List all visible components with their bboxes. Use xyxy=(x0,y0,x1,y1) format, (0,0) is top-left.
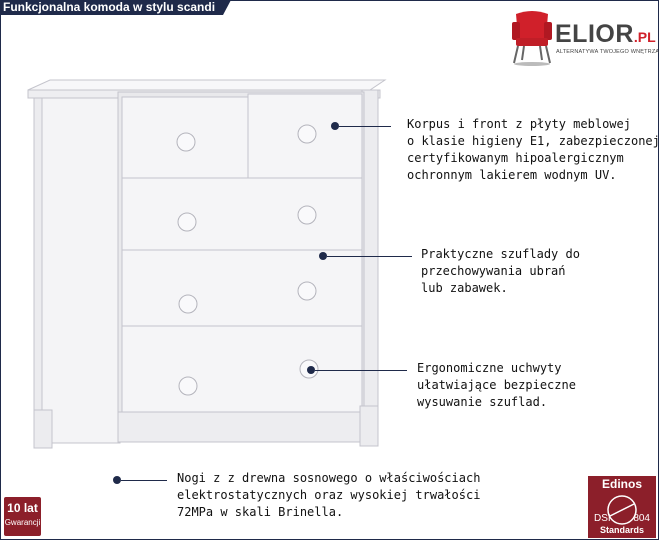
callout-line-4 xyxy=(121,480,167,481)
callout-handles: Ergonomiczne uchwyty ułatwiające bezpieczne wysuwanie szuflad. xyxy=(417,361,576,409)
callout-drawers: Praktyczne szuflady do przechowywania ubrań lub zabawek. xyxy=(421,247,580,295)
logo-wordmark: ELIOR.PL xyxy=(555,20,656,48)
edinos-dsi: DSI xyxy=(594,513,611,524)
drawer-4 xyxy=(122,326,362,412)
edinos-standards: Standards xyxy=(599,525,644,535)
page-title: Funkcjonalna komoda w stylu scandi xyxy=(0,0,223,15)
callout-legs: Nogi z z drewna sosnowego o właściwościach elektrostatycznych oraz wysokiej trwałości 72MPa w skali Brinella. xyxy=(177,471,481,519)
edinos-number: 804 xyxy=(633,513,650,524)
warranty-years: 10 lat xyxy=(7,501,38,515)
elior-logo[interactable] xyxy=(508,8,658,68)
drawer-3 xyxy=(122,250,362,332)
callout-marker-1 xyxy=(331,122,339,130)
warranty-badge xyxy=(4,497,41,536)
callout-line-3 xyxy=(315,370,407,371)
callout-marker-3 xyxy=(307,366,315,374)
callout-line-1 xyxy=(339,126,391,127)
edinos-brand: Edinos xyxy=(601,477,642,491)
drawer-2 xyxy=(122,178,362,258)
warranty-label: Gwarancji xyxy=(4,518,41,527)
logo-tagline: ALTERNATYWA TWOJEGO WNĘTRZA xyxy=(556,49,660,55)
callout-marker-2 xyxy=(319,252,327,260)
callout-marker-4 xyxy=(113,476,121,484)
callout-line-2 xyxy=(327,256,412,257)
callout-body-front: Korpus i front z płyty meblowej o klasie higieny E1, zabezpieczonej certyfikowanym hipoalergicznym ochronnym lakierem wodnym UV. xyxy=(407,117,660,182)
red-chair-icon xyxy=(508,8,554,66)
edinos-badge xyxy=(588,476,656,538)
